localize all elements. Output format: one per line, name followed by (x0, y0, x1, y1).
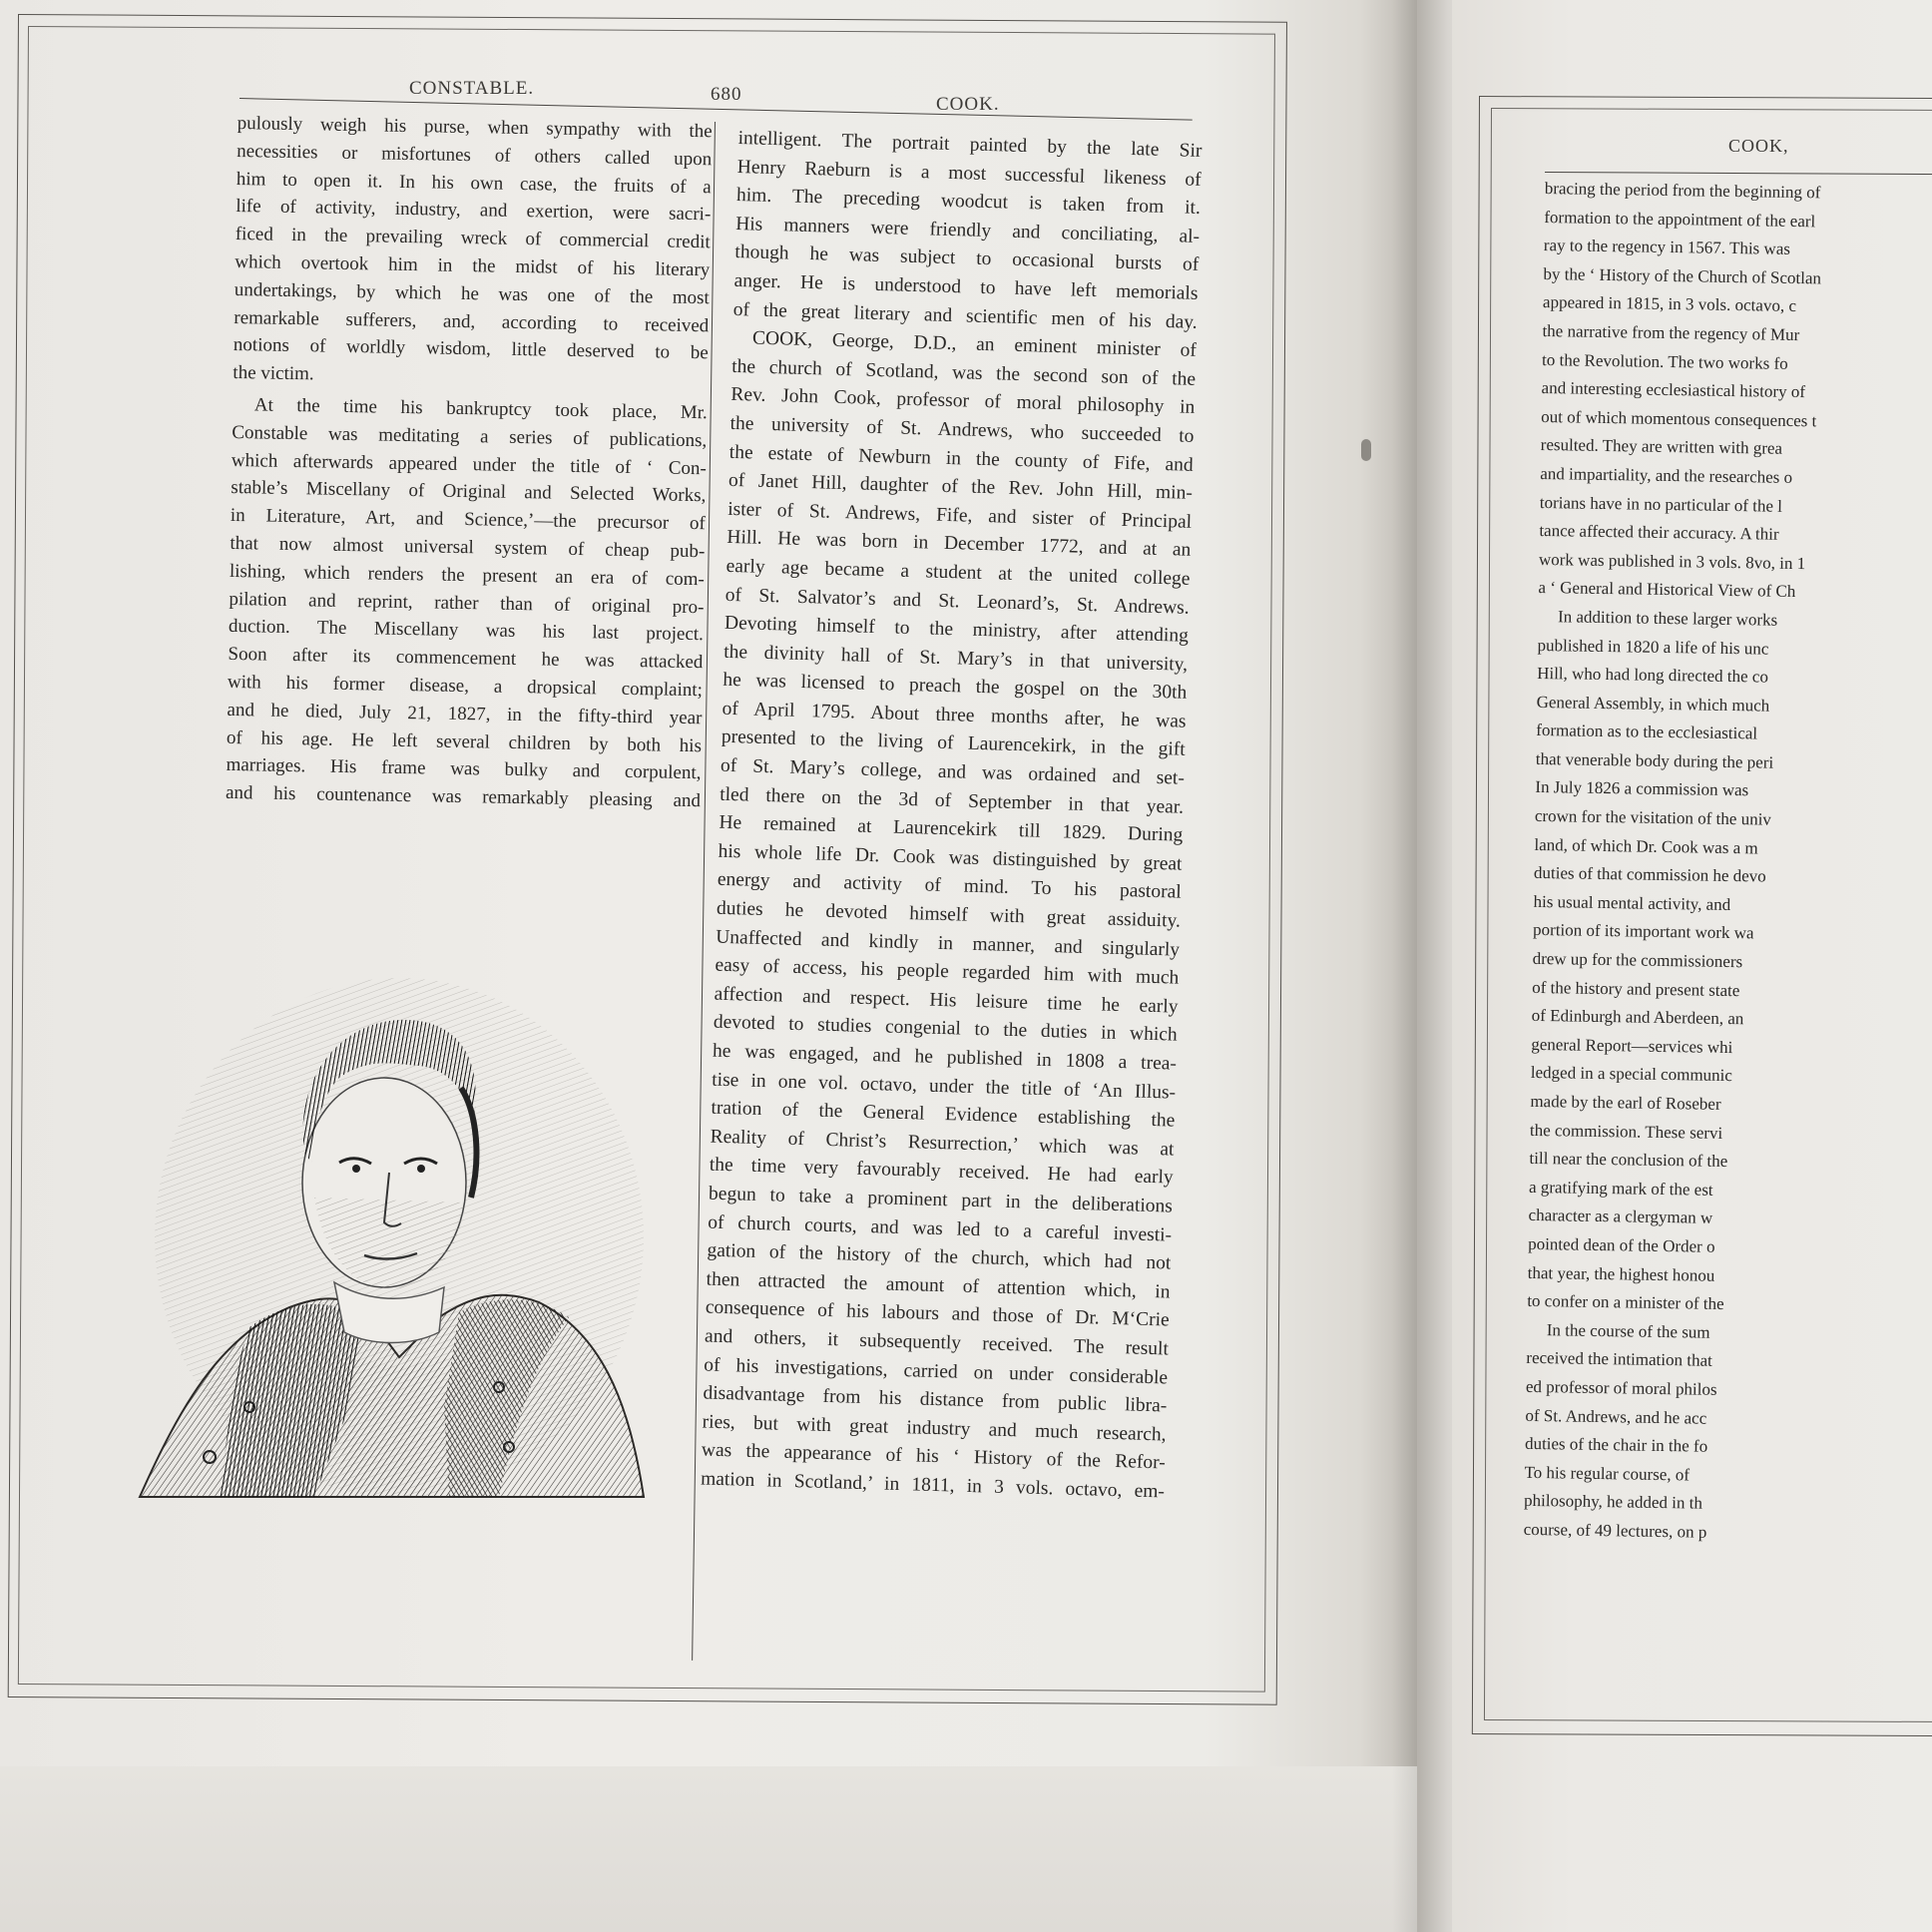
woodcut-portrait (100, 938, 659, 1557)
text-line: pulously weigh his purse, when sympathy with the (237, 112, 713, 143)
text-column-left (226, 110, 713, 815)
text-line: consequence of his labours and those of Dr. M‘Crie (705, 1296, 1171, 1331)
text-line: of the great literary and scientific men of his day. (732, 298, 1198, 333)
text-line: by the ‘ History of the Church of Scotlan (1543, 263, 1822, 288)
text-line: the divinity hall of St. Mary’s in that university, (723, 641, 1189, 676)
text-line: necessities or misfortunes of others called upon (237, 140, 713, 171)
binding-stitch (1361, 439, 1371, 461)
text-line: His manners were friendly and conciliating, al- (734, 213, 1201, 247)
text-line: his whole life Dr. Cook was distinguished by great (718, 840, 1183, 875)
text-line: Constable was meditating a series of publications, (232, 421, 708, 452)
text-line: a ‘ General and Historical View of Ch (1538, 578, 1796, 602)
text-line: tled there on the 3d of September in that year. (719, 783, 1185, 818)
text-line: remarkable sufferers, and, according to received (234, 306, 710, 336)
text-line: ficed in the prevailing wreck of commercial credit (235, 224, 711, 253)
text-line: him to open it. In his own case, the fruits of a (236, 168, 712, 198)
text-line: In addition to these larger works (1557, 607, 1778, 630)
text-line: till near the conclusion of the (1529, 1149, 1728, 1172)
book-gutter (1392, 0, 1452, 1932)
text-line: duction. The Miscellany was his last project. (228, 616, 705, 646)
text-line: ries, but with great industry and much research, (702, 1411, 1167, 1446)
text-line: tance affected their accuracy. A thir (1539, 521, 1779, 544)
running-head-left: CONSTABLE. (409, 78, 535, 99)
text-line: to the Revolution. The two works fo (1541, 349, 1788, 373)
text-line: In the course of the sum (1546, 1319, 1710, 1342)
text-line: tise in one vol. octavo, under the title of ‘An Illus- (711, 1069, 1177, 1104)
text-line: and others, it subsequently received. The result (704, 1325, 1170, 1360)
text-line: At the time his bankruptcy took place, Mr. (253, 394, 708, 424)
text-line: that now almost universal system of cheap pub- (230, 532, 706, 563)
text-line: Henry Raeburn is a most successful likeness of (736, 156, 1202, 191)
text-line: ray to the regency in 1567. This was (1543, 236, 1791, 259)
text-line: General Assembly, in which much (1536, 692, 1770, 716)
text-line: intelligent. The portrait painted by the late Sir (737, 127, 1203, 162)
text-line: marriages. His frame was bulky and corpulent, (226, 754, 702, 784)
text-line: pointed dean of the Order o (1528, 1233, 1715, 1256)
text-line: work was published in 3 vols. 8vo, in 1 (1538, 549, 1806, 573)
text-line: the church of Scotland, was the second son of the (730, 355, 1197, 390)
text-line: and he died, July 21, 1827, in the fifty-third year (227, 699, 703, 728)
text-line: the university of St. Andrews, who succeeded to (729, 412, 1195, 447)
text-line: formation to the appointment of the earl (1544, 207, 1816, 231)
text-line: Rev. John Cook, professor of moral philosophy in (730, 384, 1196, 419)
text-line: he was engaged, and he published in 1808 a trea- (712, 1040, 1178, 1075)
text-line: portion of its important work wa (1532, 920, 1754, 943)
text-line: then attracted the amount of attention which, in (706, 1268, 1171, 1303)
text-line: which afterwards appeared under the title of ‘ Con- (231, 449, 707, 479)
text-line: devoted to studies congenial to the duties in which (713, 1012, 1178, 1047)
text-line: Unaffected and kindly in manner, and singularly (715, 926, 1181, 961)
text-line: the time very favourably received. He had early (709, 1154, 1174, 1189)
text-line: to confer on a minister of the (1527, 1291, 1724, 1314)
text-line: that year, the highest honou (1527, 1262, 1715, 1285)
text-line: out of which momentous consequences t (1541, 406, 1817, 431)
text-line: with his former disease, a dropsical complaint; (227, 671, 704, 702)
text-line: the estate of Newburn in the county of Fife, and (728, 441, 1194, 476)
text-line: the victim. (233, 362, 314, 385)
text-line: anger. He is understood to have left memorials (733, 269, 1199, 304)
text-line: energy and activity of mind. To his pastoral (717, 869, 1182, 904)
text-line: pilation and reprint, rather than of original pro- (229, 588, 705, 618)
page-number: 680 (711, 84, 742, 105)
text-line: formation as to the ecclesiastical (1536, 721, 1758, 743)
right-page-text-column (1523, 175, 1932, 1551)
text-line: ledged in a special communic (1530, 1063, 1733, 1086)
text-line: begun to take a prominent part in the deliberations (708, 1183, 1174, 1217)
text-line: made by the earl of Roseber (1530, 1091, 1721, 1114)
text-line: duties he devoted himself with great assiduity. (716, 897, 1182, 932)
text-line: of April 1795. About three months after, he was (722, 698, 1187, 732)
text-line: course, of 49 lectures, on p (1523, 1519, 1707, 1542)
text-line: the commission. These servi (1529, 1120, 1723, 1143)
text-line: a gratifying mark of the est (1528, 1177, 1713, 1200)
text-line: drew up for the commissioners (1532, 948, 1743, 972)
text-line: philosophy, he added in th (1523, 1491, 1703, 1513)
text-line: of St. Mary’s college, and was ordained and set- (720, 754, 1186, 789)
text-line: published in 1820 a life of his unc (1537, 635, 1769, 659)
text-line: his usual mental activity, and (1533, 891, 1731, 914)
text-line: and impartiality, and the researches o (1540, 463, 1793, 487)
text-line: him. The preceding woodcut is taken from it. (735, 185, 1202, 220)
text-line: torians have in no particular of the l (1539, 492, 1783, 516)
text-line: To his regular course, of (1524, 1462, 1690, 1485)
text-line: land, of which Dr. Cook was a m (1534, 834, 1758, 858)
text-line: duties of the chair in the fo (1524, 1433, 1708, 1456)
text-line: tration of the General Evidence establishing the (711, 1097, 1176, 1132)
text-line: Soon after its commencement he was attacked (228, 644, 704, 674)
text-line: mation in Scotland,’ in 1811, in 3 vols. octavo, em- (700, 1468, 1166, 1503)
text-line: of St. Andrews, and he acc (1525, 1405, 1707, 1428)
text-line: He remained at Laurencekirk till 1829. During (719, 811, 1184, 846)
text-line: Hill. He was born in December 1772, and at an (726, 527, 1192, 562)
text-line: disadvantage from his distance from public libra- (703, 1382, 1168, 1417)
text-line: In July 1826 a commission was (1535, 777, 1749, 800)
text-column-right (701, 125, 1203, 1507)
running-head-right: COOK. (936, 94, 1000, 115)
text-line: of his investigations, carried on under considerable (703, 1354, 1169, 1389)
text-line: of Edinburgh and Aberdeen, an (1531, 1006, 1744, 1029)
text-line: he was licensed to preach the gospel on the 30th (723, 670, 1188, 705)
text-line: appeared in 1815, in 3 vols. octavo, c (1542, 292, 1797, 316)
text-line: resulted. They are written with grea (1540, 435, 1783, 459)
text-line: life of activity, industry, and exertion, were sacri- (236, 196, 712, 226)
text-line: character as a clergyman w (1528, 1206, 1713, 1228)
text-line: crown for the visitation of the univ (1534, 805, 1772, 829)
text-line: lishing, which renders the present an era of com- (229, 560, 706, 590)
text-line: notions of worldly wisdom, little deserved to be (233, 334, 709, 364)
text-line: was the appearance of his ‘ History of the Refor- (701, 1439, 1167, 1474)
text-line: though he was subject to occasional bursts of (734, 242, 1200, 276)
text-line: ed professor of moral philos (1525, 1376, 1717, 1399)
right-page-running-head: COOK, (1728, 136, 1789, 156)
text-line: general Report—services whi (1531, 1034, 1733, 1057)
text-line: bracing the period from the beginning of (1544, 178, 1821, 203)
text-line: of his age. He left several children by both his (226, 726, 703, 756)
text-line: in Literature, Art, and Science,’—the precursor of (230, 505, 707, 535)
text-line: duties of that commission he devo (1533, 863, 1766, 886)
text-line: Hill, who had long directed the co (1537, 664, 1769, 687)
text-line: stable’s Miscellany of Original and Selected Works, (231, 477, 707, 507)
text-line: which overtook him in the midst of his literary (235, 250, 711, 281)
text-line: undertakings, by which he was one of the most (234, 278, 710, 309)
text-line: of St. Salvator’s and St. Leonard’s, St. Andrews. (724, 584, 1190, 619)
text-line: affection and respect. His leisure time he early (714, 983, 1179, 1018)
text-line: early age became a student at the united college (725, 555, 1191, 590)
text-line: the narrative from the regency of Mur (1542, 320, 1800, 344)
text-line: and interesting ecclesiastical history of (1541, 378, 1806, 402)
page-bottom-margin (0, 1766, 1417, 1932)
text-line: of the history and present state (1532, 977, 1740, 1000)
text-line: and his countenance was remarkably pleasing and (225, 782, 702, 812)
text-line: gation of the history of the church, which had not (707, 1239, 1172, 1274)
text-line: of Janet Hill, daughter of the Rev. John Hill, min- (727, 469, 1194, 504)
text-line: received the intimation that (1526, 1348, 1712, 1371)
text-line: that venerable body during the peri (1535, 748, 1774, 772)
text-line: Devoting himself to the ministry, after attending (724, 612, 1190, 647)
text-line: Reality of Christ’s Resurrection,’ which was at (710, 1126, 1175, 1161)
text-line: presented to the living of Laurencekirk, in the gift (721, 726, 1186, 761)
text-line: easy of access, his people regarded him with much (715, 954, 1180, 989)
text-line: of church courts, and was led to a careful investi- (707, 1211, 1173, 1246)
entry-heading-line: COOK, George, D.D., an eminent minister of (751, 327, 1198, 362)
text-line: ister of St. Andrews, Fife, and sister of Principal (726, 498, 1193, 533)
